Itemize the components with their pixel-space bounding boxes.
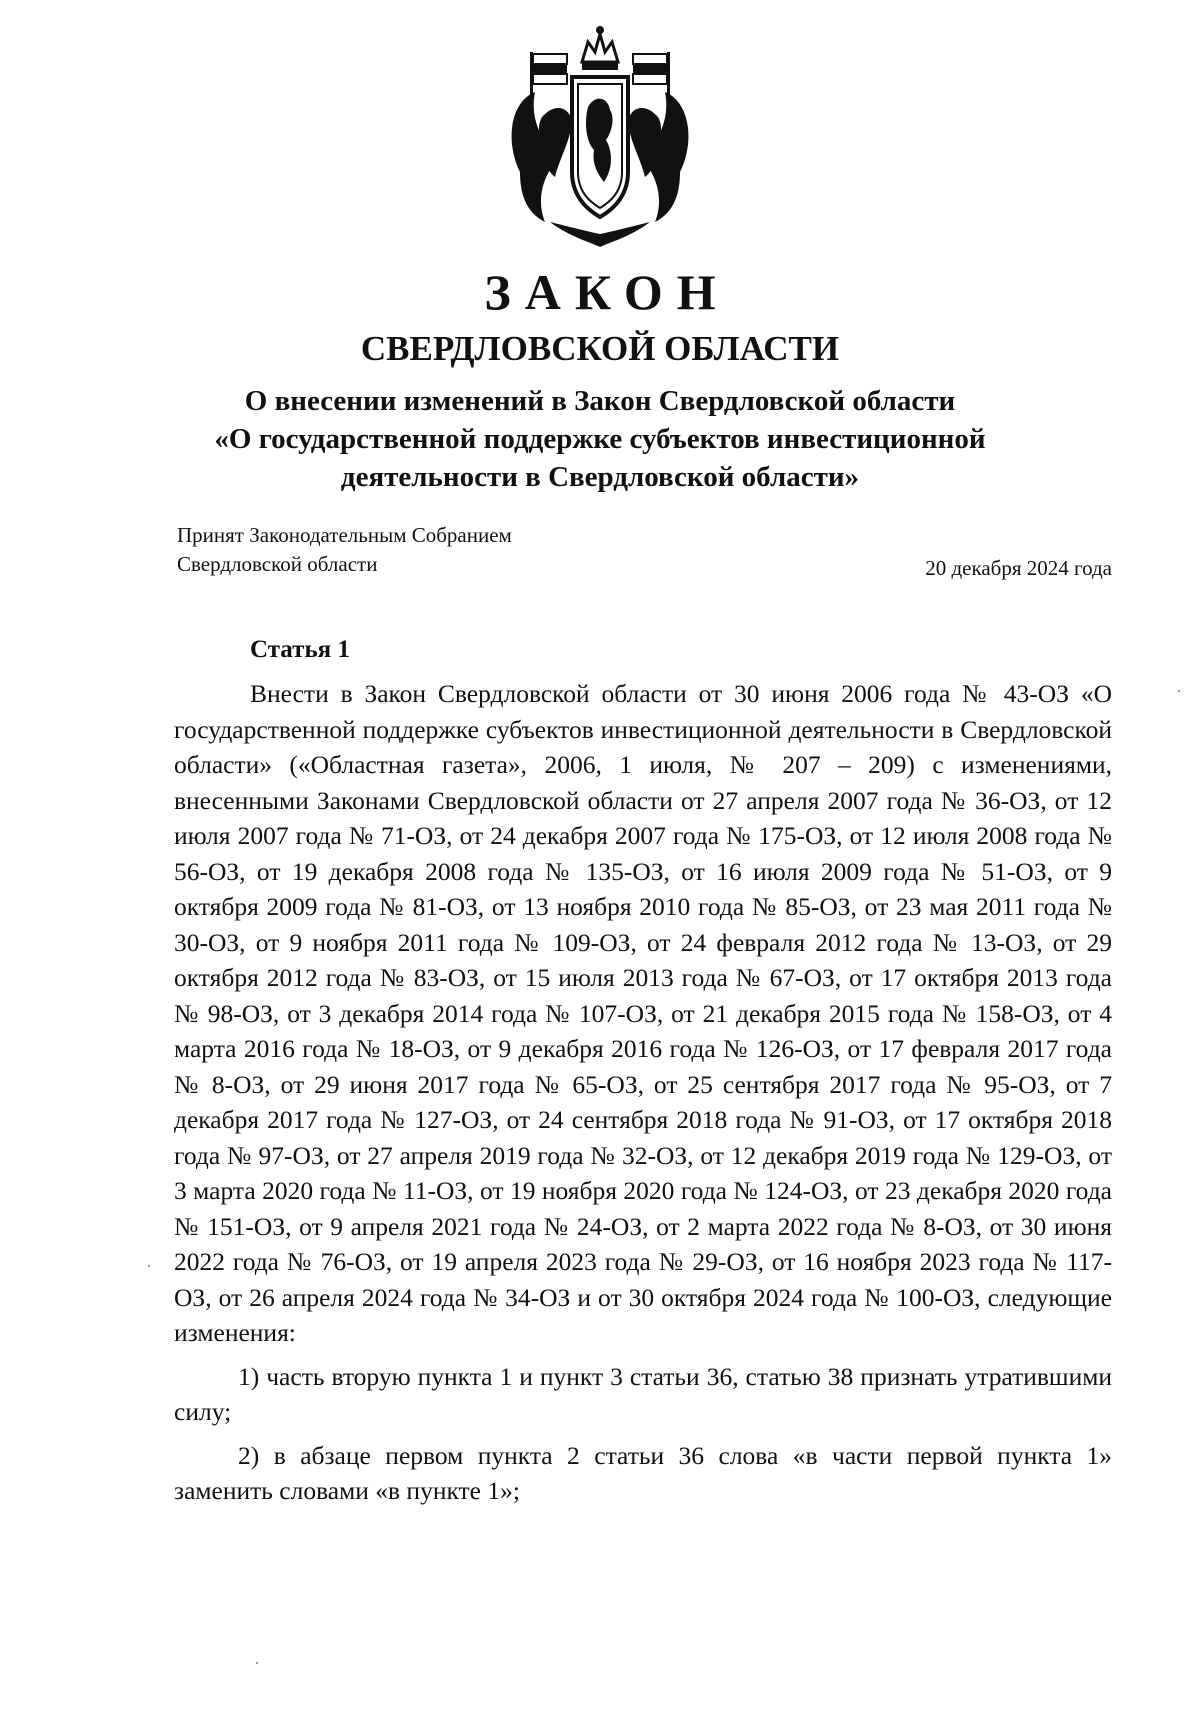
amendment-item: 1) часть вторую пункта 1 и пункт 3 статьи 36, статью 38 признать утратившими силу; [174, 1361, 1112, 1426]
scan-speck [148, 1265, 150, 1267]
subtitle-line: «О государственной поддержке субъектов инвестиционной [214, 423, 986, 455]
amendment-item: 2) в абзаце первом пункта 2 статьи 36 слова «в части первой пункта 1» заменить словами «в пункте 1»; [174, 1440, 1112, 1505]
adoption-authority [177, 521, 512, 579]
law-subtitle [0, 382, 1200, 496]
article-intro-paragraph: Внести в Закон Свердловской области от 30 июня 2006 года № 43-ОЗ «О государственной поддержке субъектов инвестиционной деятельности в Свердловской области» («Областная газета», 2006, 1 июля, № 207 – 209) с изменениями, внесенными Законами Свердловской области от 27 апреля 2007 года № 36-ОЗ, от 12 июля 2007 года № 71-ОЗ, от 24 декабря 2007 года № 175-ОЗ, от 12 июля 2008 года № 56-ОЗ, от 19 декабря 2008 года № 135-ОЗ, от 16 июля 2009 года № 51-ОЗ, от 9 октября 2009 года № 81-ОЗ, от 13 ноября 2010 года № 85-ОЗ, от 23 мая 2011 года № 30-ОЗ, от 9 ноября 2011 года № 109-ОЗ, от 24 февраля 2012 года № 13-ОЗ, от 29 октября 2012 года № 83-ОЗ, от 15 июля 2013 года № 67-ОЗ, от 17 октября 2013 года № 98-ОЗ, от 3 декабря 2014 года № 107-ОЗ, от 21 декабря 2015 года № 158-ОЗ, от 4 марта 2016 года № 18-ОЗ, от 9 декабря 2016 года № 126-ОЗ, от 17 февраля 2017 года № 8-ОЗ, от 29 июня 2017 года № 65-ОЗ, от 25 сентября 2017 года № 95-ОЗ, от 7 декабря 2017 года № 127-ОЗ, от 24 сентября 2018 года № 91-ОЗ, от 17 октября 2018 года № 97-ОЗ, от 27 апреля 2019 года № 32-ОЗ, от 12 декабря 2019 года № 129-ОЗ, от 3 марта 2020 года № 11-ОЗ, от 19 ноября 2020 года № 124-ОЗ, от 23 декабря 2020 года № 151-ОЗ, от 9 апреля 2021 года № 24-ОЗ, от 2 марта 2022 года № 8-ОЗ, от 30 июня 2022 года № 76-ОЗ, от 19 апреля 2023 года № 29-ОЗ, от 16 ноября 2023 года № 117-ОЗ, от 26 апреля 2024 года № 34-ОЗ и от 30 октября 2024 года № 100-ОЗ, следующие изменения: [174, 679, 1112, 1347]
subtitle-line: деятельности в Свердловской области» [340, 461, 860, 493]
document-type-title: ЗАКОН [484, 264, 730, 320]
region-title: СВЕРДЛОВСКОЙ ОБЛАСТИ [360, 329, 840, 368]
adoption-line: Свердловской области [177, 552, 378, 576]
adoption-date: 20 декабря 2024 года [925, 556, 1112, 580]
subtitle-line: О внесении изменений в Закон Свердловской области [244, 385, 956, 417]
article-body [174, 676, 1112, 1509]
scan-speck [1178, 690, 1180, 692]
scan-speck [256, 1662, 258, 1664]
article-heading: Статья 1 [250, 636, 350, 663]
coat-of-arms-emblem [500, 22, 700, 252]
adoption-line: Принят Законодательным Собранием [177, 523, 512, 547]
